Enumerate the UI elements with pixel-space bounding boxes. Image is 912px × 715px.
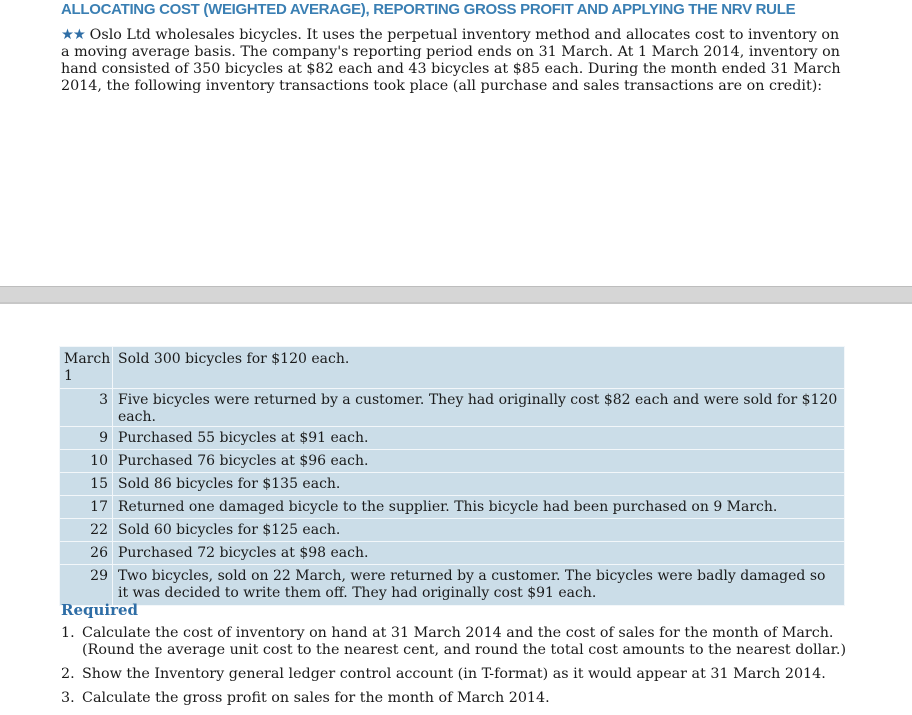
transaction-date: 15 bbox=[60, 473, 113, 496]
table-row bbox=[60, 519, 845, 542]
table-row bbox=[60, 389, 845, 427]
required-heading: Required bbox=[61, 601, 139, 619]
question-number: 3. bbox=[61, 690, 75, 706]
list-item bbox=[61, 690, 851, 707]
transaction-date: 29 bbox=[60, 565, 113, 606]
question-text: Show the Inventory general ledger control account (in T-format) as it would appear at 31 March 2014. bbox=[82, 666, 826, 682]
transaction-text: Purchased 72 bicycles at $98 each. bbox=[113, 542, 845, 565]
transaction-text: Two bicycles, sold on 22 March, were returned by a customer. The bicycles were badly damaged so it was decided to write them off. They had originally cost $91 each. bbox=[113, 565, 845, 606]
transaction-date: 26 bbox=[60, 542, 113, 565]
table-row bbox=[60, 496, 845, 519]
transaction-date: 3 bbox=[60, 389, 113, 427]
transaction-date: March 1 bbox=[60, 347, 113, 389]
table-row bbox=[60, 473, 845, 496]
problem-intro bbox=[61, 27, 851, 95]
transaction-text: Sold 60 bicycles for $125 each. bbox=[113, 519, 845, 542]
table-row bbox=[60, 542, 845, 565]
transaction-date: 22 bbox=[60, 519, 113, 542]
question-text: Calculate the cost of inventory on hand at 31 March 2014 and the cost of sales for the month of March. (Round the average unit cost to the nearest cent, and round the total cost amounts to the nearest dollar.) bbox=[82, 625, 847, 658]
transaction-text: Five bicycles were returned by a customer. They had originally cost $82 each and were sold for $120 each. bbox=[113, 389, 845, 427]
question-text: Calculate the gross profit on sales for the month of March 2014. bbox=[82, 690, 550, 706]
list-item bbox=[61, 625, 851, 659]
question-number: 2. bbox=[61, 666, 75, 682]
difficulty-stars: ★★ bbox=[61, 27, 85, 43]
page-divider bbox=[0, 286, 912, 304]
transaction-text: Purchased 76 bicycles at $96 each. bbox=[113, 450, 845, 473]
transaction-text: Sold 86 bicycles for $135 each. bbox=[113, 473, 845, 496]
transaction-text: Returned one damaged bicycle to the supplier. This bicycle had been purchased on 9 March. bbox=[113, 496, 845, 519]
transaction-date: 9 bbox=[60, 427, 113, 450]
transaction-date: 10 bbox=[60, 450, 113, 473]
transaction-text: Sold 300 bicycles for $120 each. bbox=[113, 347, 845, 389]
table-row bbox=[60, 427, 845, 450]
transaction-date: 17 bbox=[60, 496, 113, 519]
transactions-table bbox=[59, 346, 845, 606]
table-row bbox=[60, 565, 845, 606]
required-list bbox=[61, 625, 851, 714]
table-row bbox=[60, 347, 845, 389]
intro-text: Oslo Ltd wholesales bicycles. It uses the perpetual inventory method and allocates cost to inventory on a moving average basis. The company's reporting period ends on 31 March. At 1 March 2014, inventory on hand consisted of 350 bicycles at $82 each and 43 bicycles at $85 each. During the month ended 31 March 2014, the following inventory transactions took place (all purchase and sales transactions are on credit): bbox=[61, 27, 841, 94]
table-row bbox=[60, 450, 845, 473]
list-item bbox=[61, 666, 851, 683]
problem-heading: ALLOCATING COST (WEIGHTED AVERAGE), REPORTING GROSS PROFIT AND APPLYING THE NRV RULE bbox=[61, 1, 796, 18]
question-number: 1. bbox=[61, 625, 75, 641]
transaction-text: Purchased 55 bicycles at $91 each. bbox=[113, 427, 845, 450]
